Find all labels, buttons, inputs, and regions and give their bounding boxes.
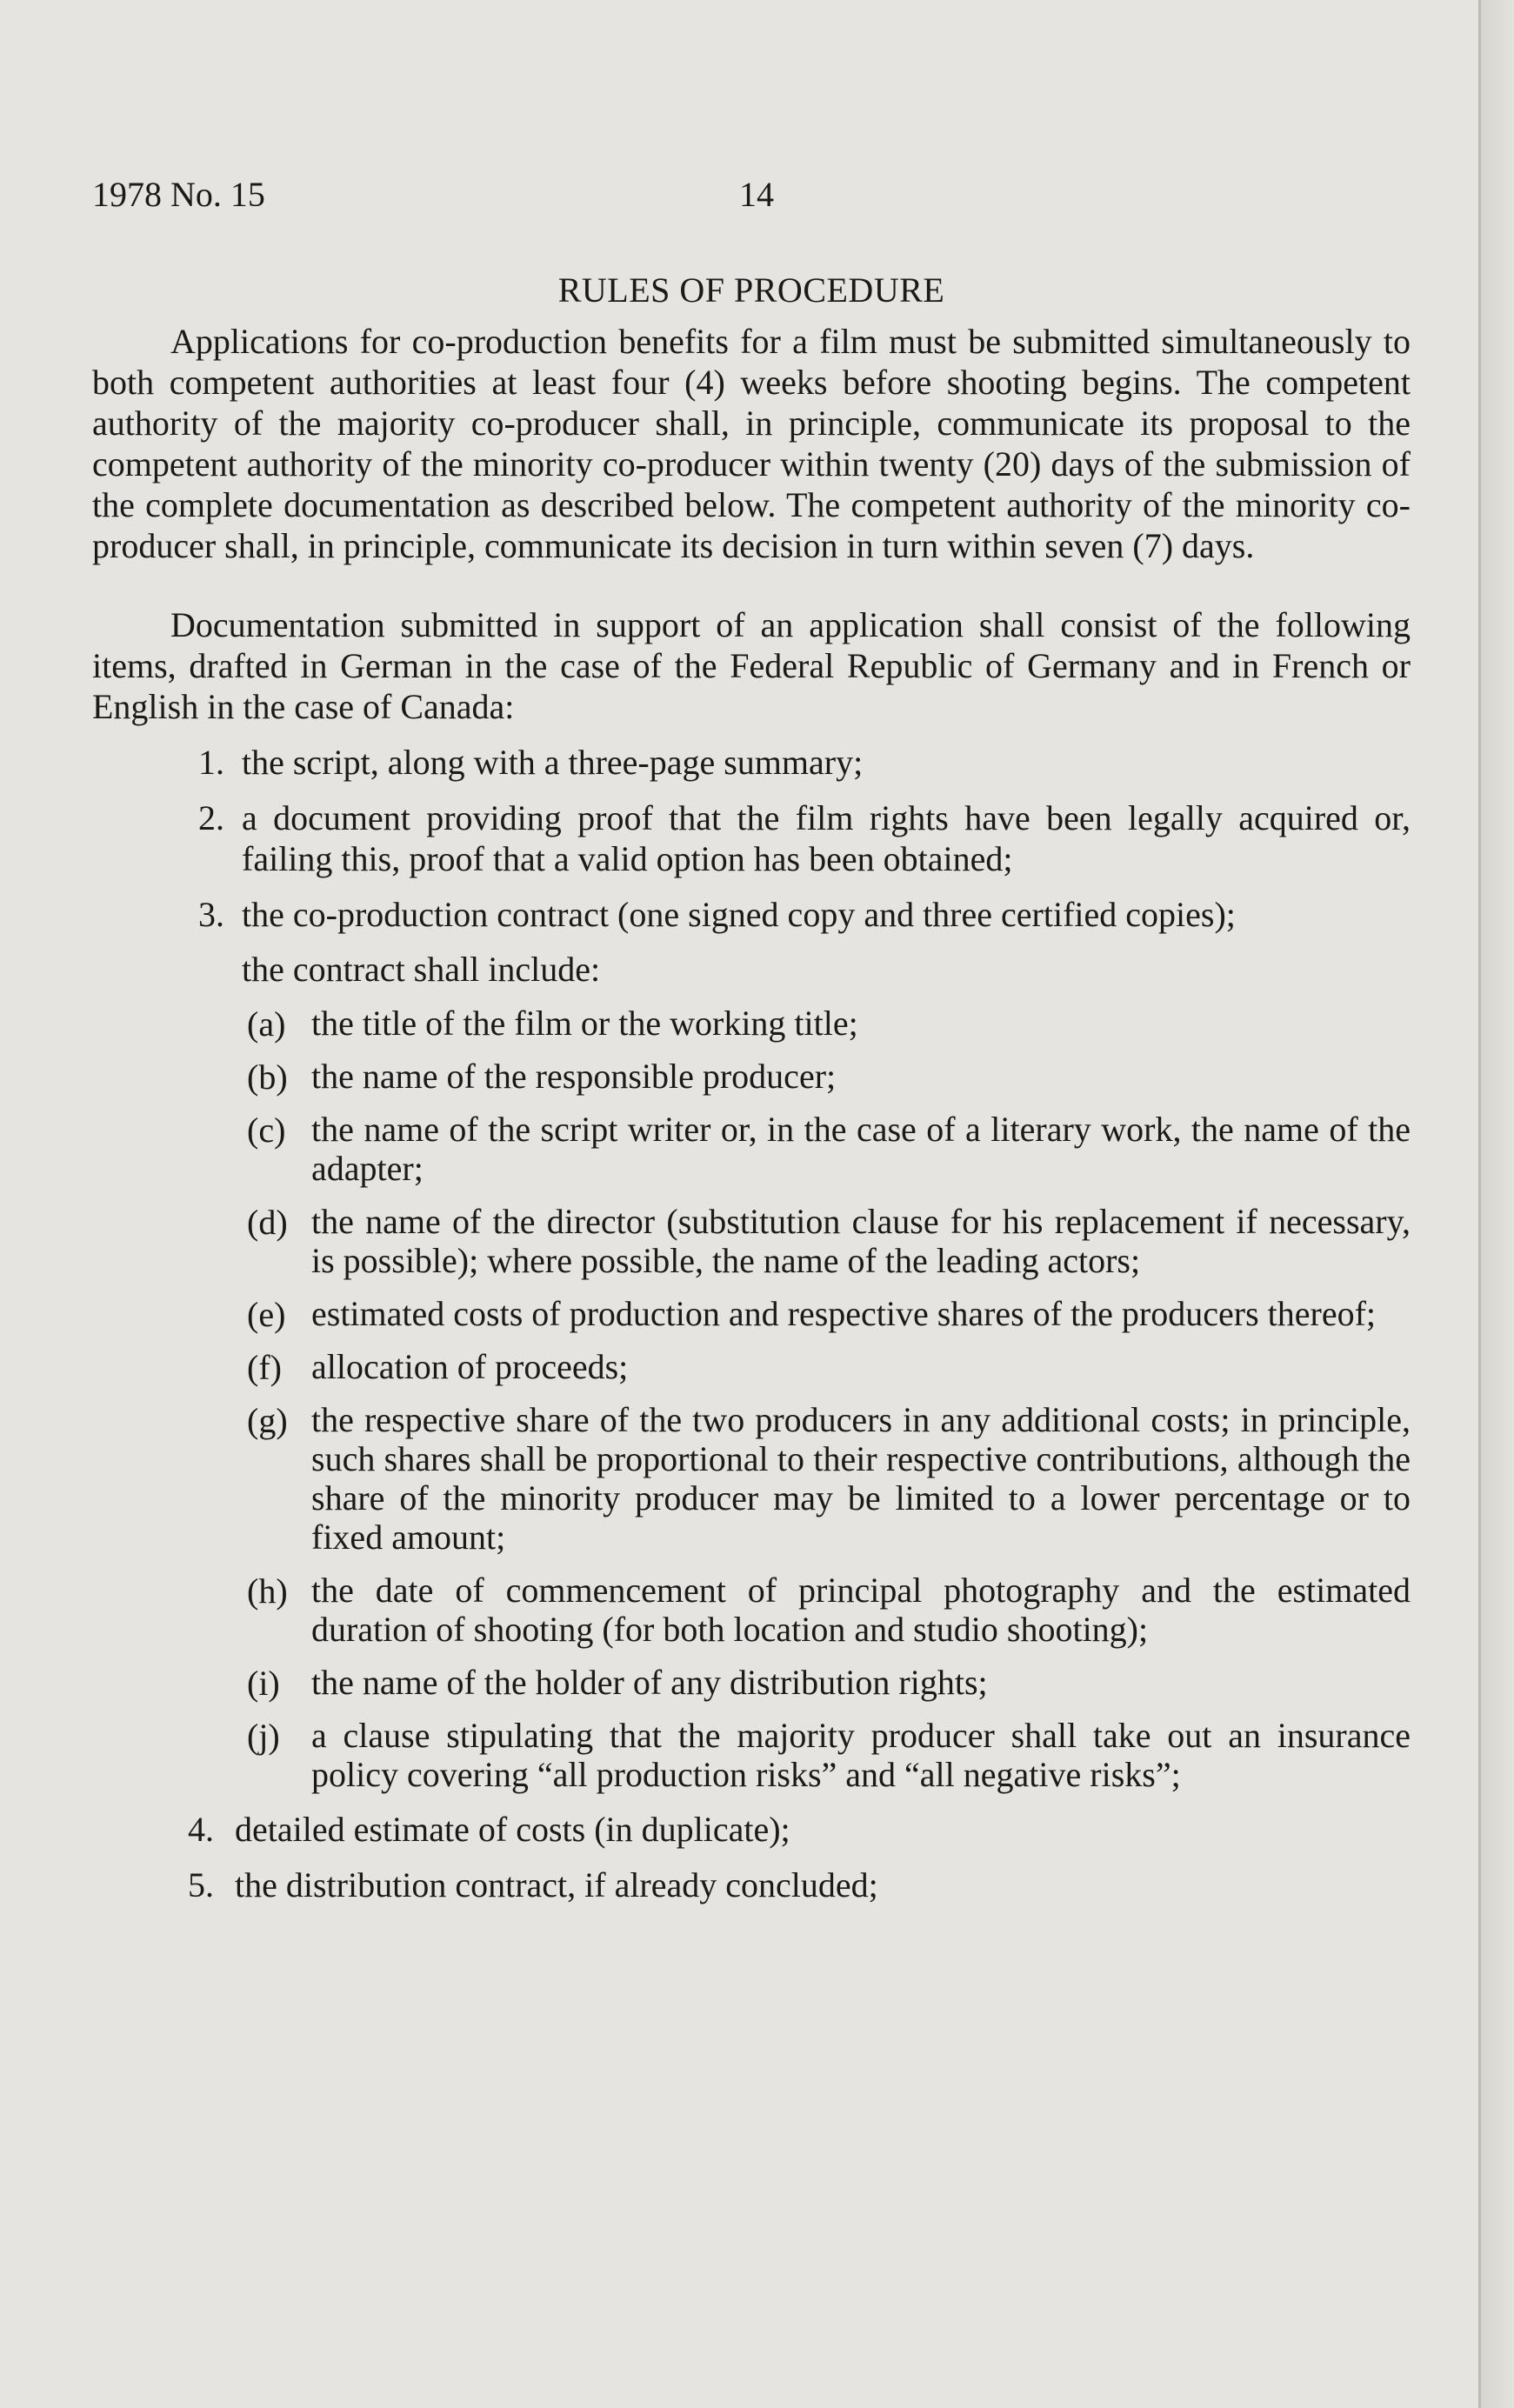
list-item-text: detailed estimate of costs (in duplicate); xyxy=(235,1810,790,1849)
list-item xyxy=(92,1809,1411,1850)
sub-item-text: the name of the script writer or, in the case of a literary work, the name of the adapter; xyxy=(311,1110,1411,1188)
sub-item-text: the name of the director (substitution clause for his replacement if necessary, is possible); where possible, the name of the leading actors; xyxy=(311,1202,1411,1280)
section-title: RULES OF PROCEDURE xyxy=(557,270,945,310)
page-edge-shadow xyxy=(1481,0,1514,2408)
sub-item-text: allocation of proceeds; xyxy=(311,1347,629,1386)
sub-item-label: (c) xyxy=(247,1111,286,1150)
list-item-number: 5. xyxy=(188,1865,214,1904)
sub-list-item xyxy=(92,1294,1411,1333)
contract-lead-text: the contract shall include: xyxy=(242,950,601,989)
sub-list-item xyxy=(92,1004,1411,1043)
sub-item-label: (g) xyxy=(247,1401,288,1440)
sub-item-label: (h) xyxy=(247,1571,288,1611)
list-item-number: 1. xyxy=(198,743,224,782)
document-page xyxy=(92,174,1411,1905)
sub-list-item xyxy=(92,1400,1411,1557)
list-item-text: the distribution contract, if already concluded; xyxy=(235,1865,878,1904)
list-item xyxy=(92,742,1411,783)
list-item-text: a document providing proof that the film rights have been legally acquired or, failing this, proof that a valid option has been obtained; xyxy=(242,798,1411,878)
sub-list-item xyxy=(92,1202,1411,1280)
sub-item-label: (i) xyxy=(247,1664,280,1703)
sub-item-text: the respective share of the two producers in any additional costs; in principle, such shares shall be proportional to their respective contributions, although the share of the minority producer may be limited to a lower percentage or to fixed amount; xyxy=(311,1400,1411,1557)
intro-paragraph: Applications for co-production benefits for a film must be submitted simultaneously to both competent authorities at least four (4) weeks before shooting begins. The competent authority of the majority co-producer shall, in principle, communicate its proposal to the competent authority of the minority co-producer within twenty (20) days of the submission of the complete documentation as described below. The competent authority of the minority co-producer shall, in principle, communicate its decision in turn within seven (7) days. xyxy=(92,322,1411,565)
page-number: 14 xyxy=(739,175,774,214)
list-item-number: 3. xyxy=(198,895,224,934)
sub-item-label: (f) xyxy=(247,1348,282,1387)
sub-item-text: the name of the holder of any distribution rights; xyxy=(311,1663,988,1702)
sub-item-label: (a) xyxy=(247,1004,286,1044)
sub-item-text: a clause stipulating that the majority producer shall take out an insurance policy covering “all production risks” and “all negative risks”; xyxy=(311,1716,1411,1794)
sub-list-item xyxy=(92,1057,1411,1096)
list-item-number: 4. xyxy=(188,1810,214,1849)
sub-item-label: (b) xyxy=(247,1057,288,1097)
sub-item-text: the title of the film or the working title; xyxy=(311,1004,858,1043)
list-item-number: 2. xyxy=(198,798,224,837)
list-item xyxy=(92,1864,1411,1905)
sub-list-item xyxy=(92,1571,1411,1649)
sub-list-item xyxy=(92,1110,1411,1188)
list-item-text: the co-production contract (one signed copy and three certified copies); xyxy=(242,895,1236,934)
page-edge xyxy=(1478,0,1481,2408)
statute-reference: 1978 No. 15 xyxy=(92,175,265,214)
sub-list-item xyxy=(92,1716,1411,1794)
sub-item-label: (e) xyxy=(247,1295,286,1334)
sub-list-item xyxy=(92,1347,1411,1386)
sub-item-label: (d) xyxy=(247,1203,288,1242)
sub-item-text: the name of the responsible producer; xyxy=(311,1057,837,1096)
sub-item-text: estimated costs of production and respective shares of the producers thereof; xyxy=(311,1294,1377,1333)
list-item-text: the script, along with a three-page summary; xyxy=(242,743,864,782)
sub-list-item xyxy=(92,1663,1411,1702)
list-item xyxy=(92,894,1411,935)
sub-item-text: the date of commencement of principal photography and the estimated duration of shooting (for both location and studio shooting); xyxy=(311,1571,1411,1649)
sub-item-label: (j) xyxy=(247,1717,280,1756)
documentation-paragraph: Documentation submitted in support of an application shall consist of the following items, drafted in German in the case of the Federal Republic of Germany and in French or English in the case of Canada: xyxy=(92,605,1411,726)
list-item xyxy=(92,797,1411,879)
running-header xyxy=(92,174,1411,223)
